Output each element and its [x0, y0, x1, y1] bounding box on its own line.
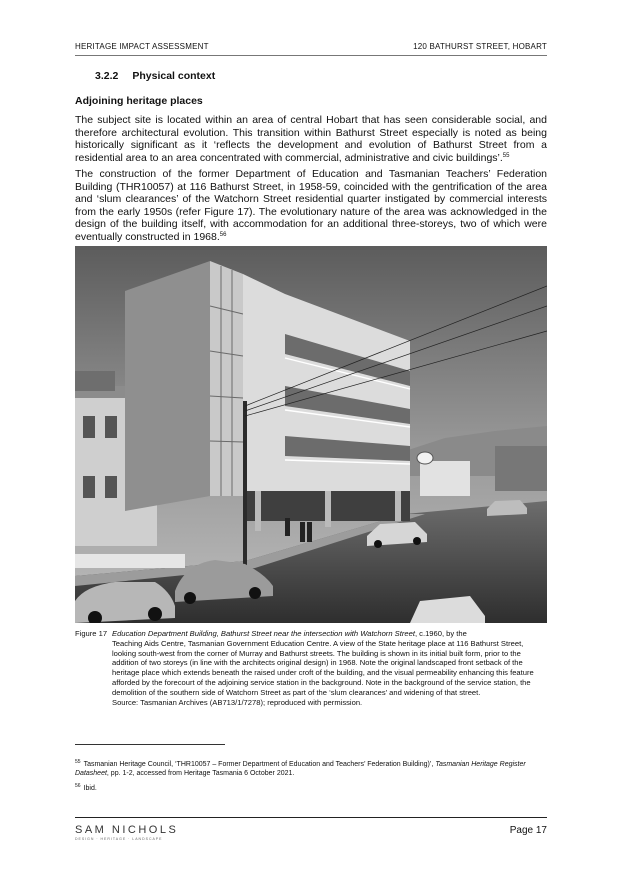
subheading: Adjoining heritage places: [75, 95, 203, 107]
footnote-number: 55: [75, 759, 81, 765]
main-building-side: [125, 261, 210, 511]
section-number: 3.2.2: [95, 70, 119, 82]
paragraph-1-text: The subject site is located within an area of central Hobart that has seen considerable social, and therefore architectural evolution. This transition within Bathurst Street especially is noted as being historically significant as it ‘reflects the development and evolution of Bathurst Street from a residential area to an area concentrated with commercial, administrative and civic buildings’.: [75, 114, 547, 164]
power-pole: [243, 401, 247, 566]
section-heading: [95, 70, 215, 82]
caption-first: , c.1960, by the: [414, 629, 467, 638]
footnote-italic: Tasmanian Heritage Register Datasheet: [75, 761, 526, 777]
fence: [75, 554, 185, 568]
paragraph-1: [75, 114, 547, 164]
figure-photo: [75, 246, 547, 623]
footnote-after: , pp. 1-2, accessed from Heritage Tasmania 6 October 2021.: [106, 770, 295, 777]
figure-caption: [75, 629, 547, 707]
logo-tagline: DESIGN · HERITAGE · LANDSCAPE: [75, 837, 163, 841]
figure-label: Figure 17: [75, 629, 108, 638]
footnote-56: [75, 782, 547, 793]
figure-title: Education Department Building, Bathurst Street near the intersection with Watchorn Street: [112, 629, 415, 638]
footer-logo: [75, 824, 178, 841]
page-number: Page 17: [509, 825, 547, 836]
footnote-55: [75, 758, 547, 778]
footnote-text: Ibid.: [83, 785, 97, 792]
footnote-number: 56: [75, 783, 81, 789]
footnote-ref-56[interactable]: 56: [219, 231, 227, 238]
header-right: 120 BATHURST STREET, HOBART: [413, 42, 547, 51]
logo-name: SAM NICHOLS: [75, 824, 179, 836]
service-station: [420, 461, 470, 496]
paragraph-2-text: The construction of the former Department of Education and Tasmanian Teachers’ Federation Building (THR10057) at 116 Bathurst Street, in 1958-59, coincided with the gentrification of the area and ‘slum clearances’ of the Watchorn Street residential quarter instigated by commercial interests from the early 1950s (refer Figure 17). The evolutionary nature of the area was acknowledged in the design of the building itself, with accommodation for an additional three-storeys, two of which were eventually constructed in 1968.: [75, 168, 547, 243]
header-rule: [75, 55, 547, 56]
paragraph-2: [75, 168, 547, 244]
footnote-text: Tasmanian Heritage Council, ‘THR10057 – Former Department of Education and Teachers’ Federation Building)’,: [83, 761, 436, 768]
caption-source: Source: Tasmanian Archives (AB713/1/7278); reproduced with permission.: [112, 697, 363, 707]
stair-tower: [210, 261, 243, 496]
footnote-ref-55[interactable]: 55: [502, 152, 510, 159]
footer-rule: [75, 817, 547, 818]
header-left: HERITAGE IMPACT ASSESSMENT: [75, 42, 209, 51]
background-buildings: [495, 446, 547, 491]
caption-rest: Teaching Aids Centre, Tasmanian Government Education Centre. A view of the State heritage place at 116 Bathurst Street, looking south-west from the corner of Murray and Bathurst streets. The building is shown in its initial built form, prior to the addition of two storeys (in line with the architects original design) in 1968. Note the original landscaped front setback of the heritage place which extends beneath the raised under croft of the building, and the visual permeability enhancing this feature afforded by the forecourt of the adjoining service station in the background. Note in the background of the service station, the demolition of the southern side of Watchorn Street as part of the ‘slum clearances’ and widening of that street.: [112, 638, 534, 697]
footnote-rule: [75, 744, 225, 745]
section-title: Physical context: [132, 70, 216, 82]
